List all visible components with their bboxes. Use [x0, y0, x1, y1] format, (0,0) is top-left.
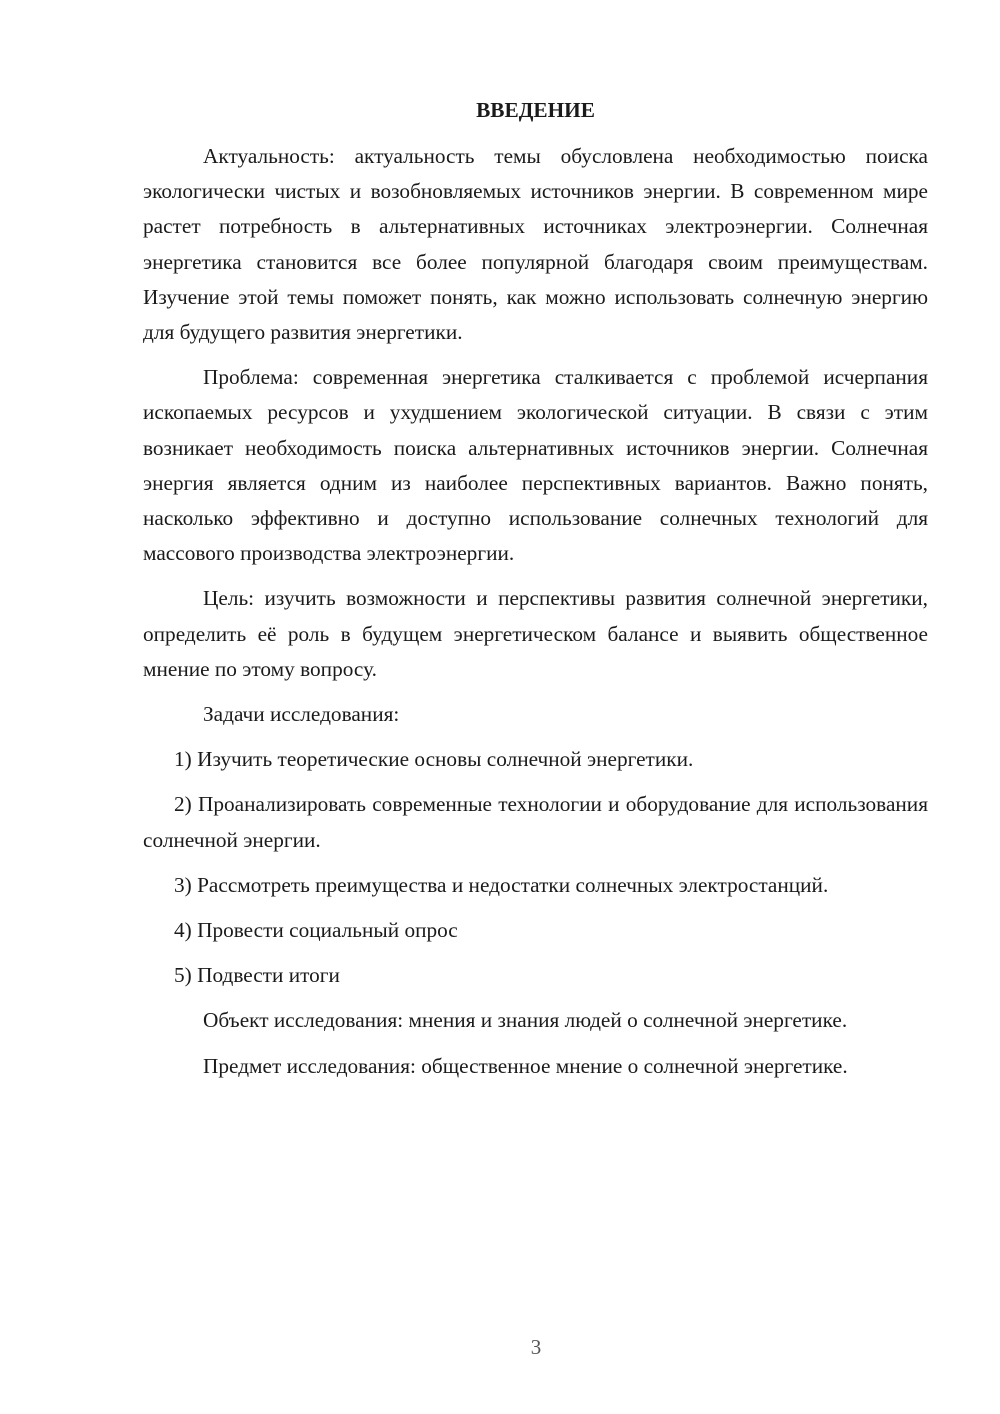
paragraph-subject: Предмет исследования: общественное мнение о солнечной энергетике. — [203, 1053, 848, 1078]
task-item-2: 2) Проанализировать современные технологии и оборудование для использования солнечной энергии. — [143, 792, 928, 852]
task-item-1: 1) Изучить теоретические основы солнечной энергетики. — [174, 747, 694, 772]
task-item-4: 4) Провести социальный опрос — [174, 918, 458, 943]
paragraph-problem: Проблема: современная энергетика сталкивается с проблемой исчерпания ископаемых ресурсов и ухудшением экологической ситуации. В связи с этим возникает необходимость поиска альтернативных источников энергии. Солнечная энергия является одним из наиболее перспективных вариантов. Важно понять, насколько эффективно и доступно использование солнечных технологий для массового производства электроэнергии. — [143, 365, 928, 566]
tasks-heading: Задачи исследования: — [203, 702, 400, 727]
task-item-5: 5) Подвести итоги — [174, 963, 340, 988]
paragraph-object: Объект исследования: мнения и знания людей о солнечной энергетике. — [203, 1008, 848, 1033]
paragraph-relevance: Актуальность: актуальность темы обусловлена необходимостью поиска экологически чистых и возобновляемых источников энергии. В современном мире растет потребность в альтернативных источниках электроэнергии. Солнечная энергетика становится все более популярной благодаря своим преимуществам. Изучение этой темы поможет понять, как можно использовать солнечную энергию для будущего развития энергетики. — [143, 144, 928, 345]
task-item-3: 3) Рассмотреть преимущества и недостатки солнечных электростанций. — [174, 872, 829, 897]
section-title: ВВЕДЕНИЕ — [476, 98, 595, 122]
page-number: 3 — [530, 1335, 542, 1359]
document-page — [143, 92, 928, 1094]
paragraph-goal: Цель: изучить возможности и перспективы развития солнечной энергетики, определить её роль в будущем энергетическом балансе и выявить общественное мнение по этому вопросу. — [143, 586, 928, 681]
